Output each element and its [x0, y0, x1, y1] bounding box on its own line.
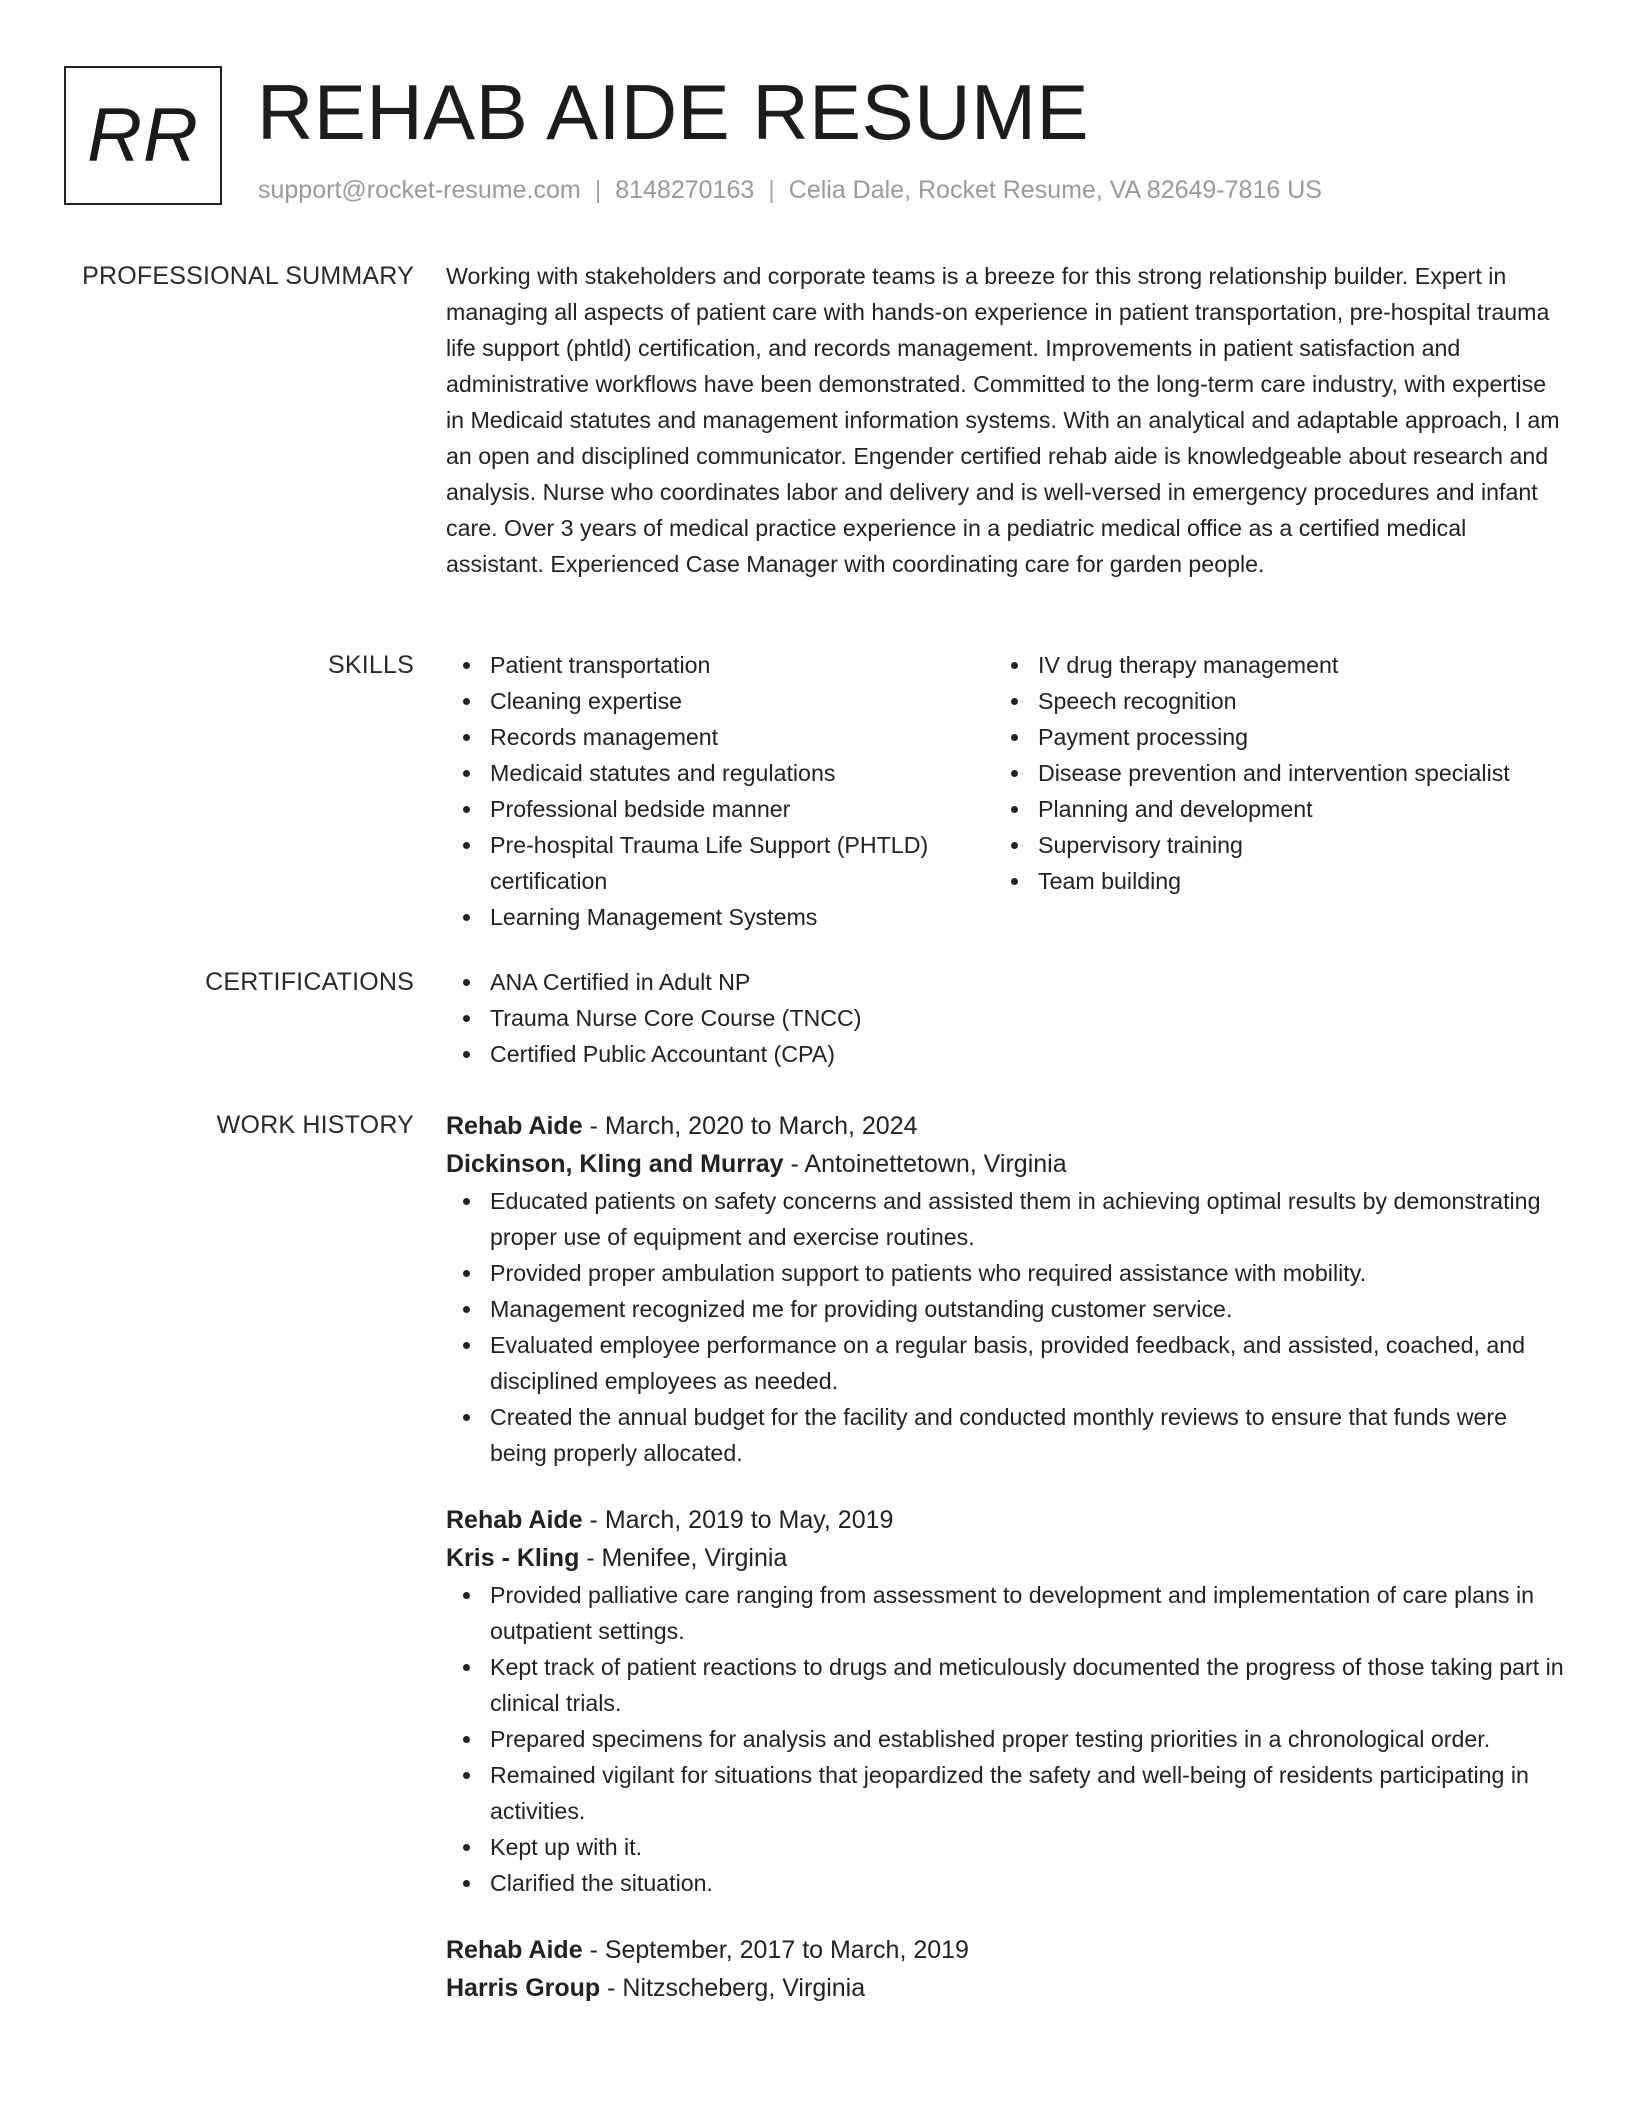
- job-company: Harris Group: [446, 1974, 601, 2002]
- contact-address: Celia Dale, Rocket Resume, VA 82649-7816 US: [788, 176, 1322, 204]
- summary-text: Working with stakeholders and corporate teams is a breeze for this strong relationship builder. Expert in managing all aspects of patient care with hands-on experience in patient transportation, pre-hospital trauma life support (phtld) certification, and records management. Improvements in patient satisfaction and administrative workflows have been demonstrated. Committed to the long-term care industry, with expertise in Medicaid statutes and management information systems. With an analytical and adaptable approach, I am an open and disciplined communicator. Engender certified rehab aide is knowledgeable about research and analysis. Nurse who coordinates labor and delivery and is well-versed in emergency procedures and infant care. Over 3 years of medical practice experience in a pediatric medical office as a certified medical assistant. Experienced Case Manager with coordinating care for garden people.: [446, 263, 1560, 577]
- job-title-line: [446, 1501, 1564, 1539]
- job-duty-item: Kept up with it.: [446, 1829, 1564, 1865]
- work-history-heading: WORK HISTORY: [216, 1111, 414, 1139]
- skill-item: Pre-hospital Trauma Life Support (PHTLD) certification: [446, 827, 994, 899]
- contact-line: [258, 174, 1322, 206]
- contact-separator: |: [768, 176, 775, 204]
- job-duty-item: Management recognized me for providing outstanding customer service.: [446, 1291, 1564, 1327]
- job-duty-item: Created the annual budget for the facility and conducted monthly reviews to ensure that funds were being properly allocated.: [446, 1399, 1564, 1471]
- job-location: - Antoinettetown, Virginia: [783, 1150, 1067, 1178]
- skill-item: Supervisory training: [994, 827, 1564, 863]
- skills-list-left: [446, 647, 994, 935]
- skill-item: Speech recognition: [994, 683, 1564, 719]
- skills-body: [446, 647, 1564, 935]
- job-duty-item: Educated patients on safety concerns and assisted them in achieving optimal results by demonstrating proper use of equipment and exercise routines.: [446, 1183, 1564, 1255]
- job-company-line: [446, 1145, 1564, 1183]
- resume-header: [64, 64, 1564, 214]
- skill-item: Learning Management Systems: [446, 899, 994, 935]
- skill-item: Medicaid statutes and regulations: [446, 755, 994, 791]
- summary-heading: PROFESSIONAL SUMMARY: [82, 262, 414, 290]
- certifications-list: [446, 964, 1564, 1072]
- job-entry: [446, 1107, 1564, 1471]
- job-duty-item: Provided palliative care ranging from assessment to development and implementation of care plans in outpatient settings.: [446, 1577, 1564, 1649]
- contact-separator: |: [594, 176, 602, 204]
- job-entry: [446, 1501, 1564, 1901]
- contact-phone: 8148270163: [615, 176, 755, 204]
- job-title: Rehab Aide: [446, 1936, 583, 1964]
- job-title-line: [446, 1931, 1564, 1969]
- resume-title: REHAB AIDE RESUME: [257, 68, 1090, 156]
- job-duty-item: Provided proper ambulation support to patients who required assistance with mobility.: [446, 1255, 1564, 1291]
- monogram-logo: RR: [64, 66, 222, 205]
- certification-item: Certified Public Accountant (CPA): [446, 1036, 1564, 1072]
- skill-item: Patient transportation: [446, 647, 994, 683]
- job-title: Rehab Aide: [446, 1506, 583, 1534]
- job-duty-item: Prepared specimens for analysis and established proper testing priorities in a chronological order.: [446, 1721, 1564, 1757]
- skills-heading: SKILLS: [328, 651, 414, 679]
- skill-item: Payment processing: [994, 719, 1564, 755]
- certification-item: ANA Certified in Adult NP: [446, 964, 1564, 1000]
- job-title: Rehab Aide: [446, 1112, 583, 1140]
- skill-item: IV drug therapy management: [994, 647, 1564, 683]
- job-duty-item: Clarified the situation.: [446, 1865, 1564, 1901]
- job-entry: [446, 1931, 1564, 2007]
- skills-list-right: [994, 647, 1564, 935]
- skill-item: Planning and development: [994, 791, 1564, 827]
- summary-body: [446, 258, 1564, 582]
- skill-item: Team building: [994, 863, 1564, 899]
- certifications-heading: CERTIFICATIONS: [205, 968, 414, 996]
- job-duty-item: Evaluated employee performance on a regular basis, provided feedback, and assisted, coached, and disciplined employees as needed.: [446, 1327, 1564, 1399]
- contact-email: support@rocket-resume.com: [258, 176, 581, 204]
- skill-item: Records management: [446, 719, 994, 755]
- job-company: Kris - Kling: [446, 1544, 580, 1572]
- job-location: - Nitzscheberg, Virginia: [600, 1974, 866, 2002]
- certification-item: Trauma Nurse Core Course (TNCC): [446, 1000, 1564, 1036]
- job-duty-item: Kept track of patient reactions to drugs and meticulously documented the progress of those taking part in clinical trials.: [446, 1649, 1564, 1721]
- job-dates: - September, 2017 to March, 2019: [582, 1936, 969, 1964]
- skill-item: Disease prevention and intervention specialist: [994, 755, 1564, 791]
- job-company-line: [446, 1969, 1564, 2007]
- skill-item: Cleaning expertise: [446, 683, 994, 719]
- job-duty-item: Remained vigilant for situations that jeopardized the safety and well-being of residents participating in activities.: [446, 1757, 1564, 1829]
- job-location: - Menifee, Virginia: [579, 1544, 788, 1572]
- job-company-line: [446, 1539, 1564, 1577]
- job-dates: - March, 2020 to March, 2024: [582, 1112, 918, 1140]
- job-title-line: [446, 1107, 1564, 1145]
- job-duties-list: [446, 1183, 1564, 1471]
- skill-item: Professional bedside manner: [446, 791, 994, 827]
- work-history-body: [446, 1107, 1564, 2007]
- certifications-body: [446, 964, 1564, 1072]
- job-dates: - March, 2019 to May, 2019: [582, 1506, 894, 1534]
- job-duties-list: [446, 1577, 1564, 1901]
- job-company: Dickinson, Kling and Murray: [446, 1150, 784, 1178]
